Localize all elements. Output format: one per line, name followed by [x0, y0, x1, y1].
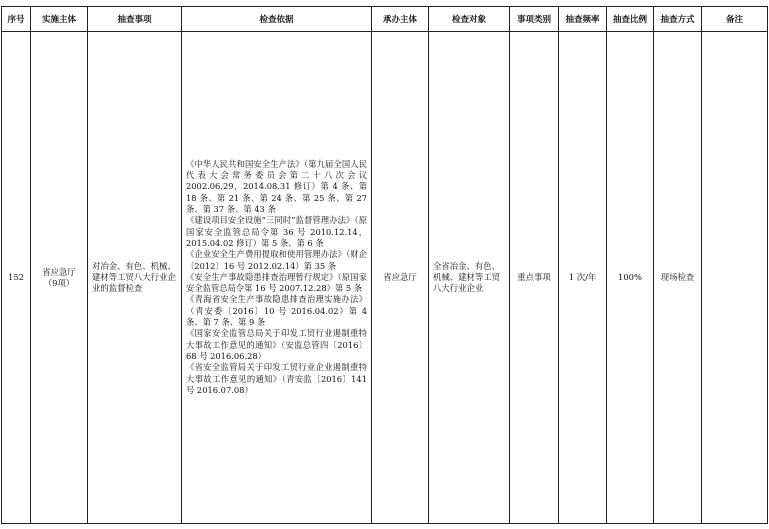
table-row — [2, 32, 768, 524]
cell-ratio: 100% — [607, 32, 654, 524]
basis-entry: 《省安全监管局关于印发工贸行业企业遏制重特大事故工作意见的通知》（青安监〔2016〕141 号 2016.07.08） — [186, 362, 367, 395]
cell-undertaker: 省应急厅 — [372, 32, 429, 524]
header-cell-ratio: 抽查比例 — [607, 7, 654, 32]
basis-entry: 《国家安全监管总局关于印发工贸行业遏制重特大事故工作意见的通知》（安监总管四〔2016〕68 号 2016.06.28） — [186, 328, 367, 361]
basis-entry: 《中华人民共和国安全生产法》（第九届全国人民代表大会常务委员会第二十八次会议 2002.06.29，2014.08.31 修订）第 4 条、第 18 条、第 21 条、第 24 条、第 25 条、第 27 条、第 37 条、第 43 条 — [186, 158, 367, 215]
cell-subject-line1: 省应急厅 — [42, 266, 76, 277]
cell-category: 重点事项 — [510, 32, 559, 524]
cell-subject — [31, 32, 88, 524]
cell-subject-line2: （9项） — [43, 277, 75, 288]
basis-entry: 《建设项目安全设施“三同时”监督管理办法》（原国家安全监管总局令第 36 号 2010.12.14，2015.04.02 修订）第 5 条、第 6 条 — [186, 215, 367, 248]
header-cell-target: 检查对象 — [429, 7, 510, 32]
cell-frequency: 1 次/年 — [559, 32, 607, 524]
header-row — [2, 7, 768, 32]
cell-target: 全省冶金、有色、机械、建材等工贸八大行业企业 — [429, 32, 510, 524]
header-cell-subject: 实施主体 — [31, 7, 88, 32]
header-cell-undertaker: 承办主体 — [372, 7, 429, 32]
header-cell-basis: 检查依据 — [182, 7, 372, 32]
cell-remark — [702, 32, 768, 524]
cell-no: 152 — [2, 32, 31, 524]
header-cell-no: 序号 — [2, 7, 31, 32]
inspection-table — [1, 6, 768, 524]
basis-entry: 《青海省安全生产事故隐患排查治理实施办法》（青安委〔2016〕10 号 2016.04.02）第 4 条、第 7 条、第 9 条 — [186, 294, 367, 328]
basis-entry: 《企业安全生产费用提取和使用管理办法》（财企〔2012〕16 号 2012.02.14）第 35 条 — [186, 249, 367, 271]
header-cell-category: 事项类别 — [510, 7, 559, 32]
cell-method: 现场检查 — [654, 32, 702, 524]
basis-entry: 《安全生产事故隐患排查治理暂行规定》（原国家安全监管总局令第 16 号 2007.12.28）第 5 条 — [186, 271, 367, 294]
header-cell-frequency: 抽查频率 — [559, 7, 607, 32]
header-cell-remark: 备注 — [702, 7, 768, 32]
header-cell-item: 抽查事项 — [88, 7, 182, 32]
cell-basis — [182, 32, 372, 524]
header-cell-method: 抽查方式 — [654, 7, 702, 32]
cell-item: 对冶金、有色、机械、建材等工贸八大行业企业的监督检查 — [88, 32, 182, 524]
